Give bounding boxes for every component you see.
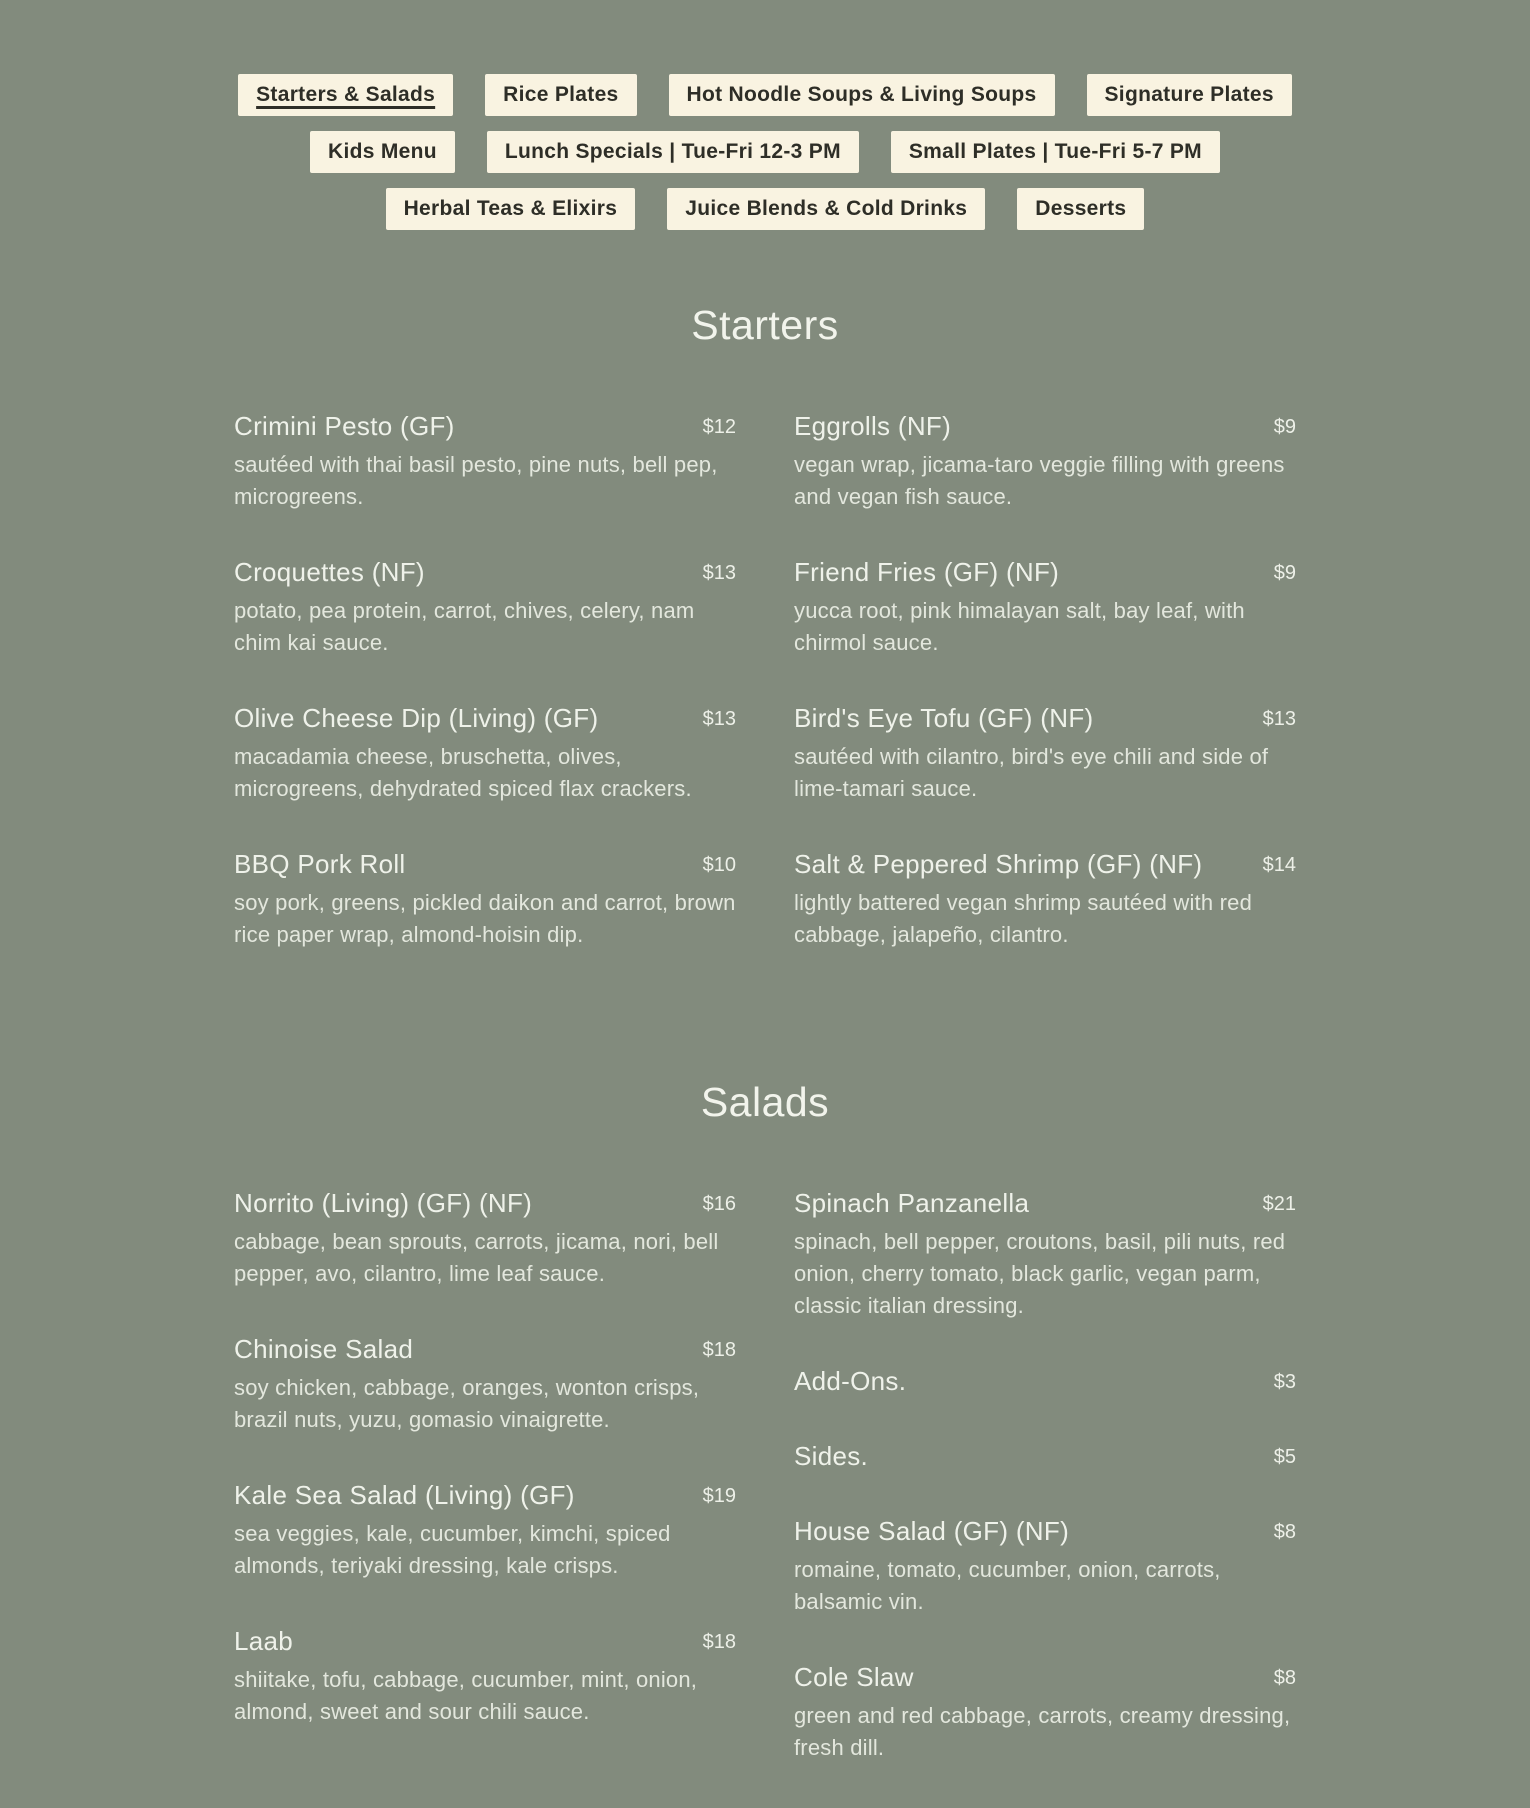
- item-name: BBQ Pork Roll: [234, 849, 406, 879]
- item-price: $8: [1273, 1667, 1296, 1689]
- item-price: $21: [1262, 1193, 1296, 1215]
- item-description: potato, pea protein, carrot, chives, celery, nam chim kai sauce.: [234, 598, 695, 655]
- item-name: Salt & Peppered Shrimp (GF) (NF): [794, 849, 1203, 879]
- item-description: romaine, tomato, cucumber, onion, carrots, balsamic vin.: [794, 1557, 1221, 1614]
- menu-item: [234, 557, 736, 659]
- item-price: $16: [702, 1193, 736, 1215]
- menu-item: [794, 1366, 1296, 1397]
- nav-row-3: [386, 188, 1145, 230]
- item-description: macadamia cheese, bruschetta, olives, microgreens, dehydrated spiced flax crackers.: [234, 744, 692, 801]
- menu-item: [234, 1626, 736, 1728]
- tab-juice-blends[interactable]: Juice Blends & Cold Drinks: [667, 188, 985, 230]
- item-name: Eggrolls (NF): [794, 411, 952, 441]
- menu-item: [794, 1516, 1296, 1618]
- item-name: Olive Cheese Dip (Living) (GF): [234, 703, 599, 733]
- tab-rice-plates[interactable]: Rice Plates: [485, 74, 636, 116]
- salads-left-column: [234, 1188, 736, 1772]
- item-price: $13: [1262, 708, 1296, 730]
- item-name: Sides.: [794, 1441, 869, 1471]
- item-description: yucca root, pink himalayan salt, bay leaf, with chirmol sauce.: [794, 598, 1245, 655]
- menu-item: [794, 849, 1296, 951]
- menu-item: [234, 849, 736, 951]
- item-name: Chinoise Salad: [234, 1334, 414, 1364]
- tab-signature-plates[interactable]: Signature Plates: [1087, 74, 1292, 116]
- item-price: $8: [1273, 1521, 1296, 1543]
- menu-category-nav: [0, 0, 1530, 230]
- nav-row-2: [310, 131, 1220, 173]
- item-name: Bird's Eye Tofu (GF) (NF): [794, 703, 1094, 733]
- item-price: $13: [702, 562, 736, 584]
- item-name: Crimini Pesto (GF): [234, 411, 455, 441]
- item-description: green and red cabbage, carrots, creamy dressing, fresh dill.: [794, 1703, 1291, 1760]
- item-price: $9: [1273, 562, 1296, 584]
- item-price: $10: [702, 854, 736, 876]
- menu-item: [234, 1480, 736, 1582]
- item-name: Kale Sea Salad (Living) (GF): [234, 1480, 575, 1510]
- starters-grid: [234, 411, 1296, 995]
- item-price: $18: [702, 1339, 736, 1361]
- tab-kids-menu[interactable]: Kids Menu: [310, 131, 455, 173]
- menu-item: [794, 1188, 1296, 1322]
- item-description: soy pork, greens, pickled daikon and carrot, brown rice paper wrap, almond-hoisin dip.: [234, 890, 736, 947]
- item-price: $14: [1262, 854, 1296, 876]
- tab-starters-salads[interactable]: Starters & Salads: [238, 74, 453, 116]
- item-description: sautéed with cilantro, bird's eye chili and side of lime-tamari sauce.: [794, 744, 1269, 801]
- nav-row-1: [238, 74, 1292, 116]
- item-description: sea veggies, kale, cucumber, kimchi, spiced almonds, teriyaki dressing, kale crisps.: [234, 1521, 671, 1578]
- menu-item: [234, 1188, 736, 1290]
- item-name: Friend Fries (GF) (NF): [794, 557, 1060, 587]
- item-description: sautéed with thai basil pesto, pine nuts, bell pep, microgreens.: [234, 452, 718, 509]
- menu-item: [794, 1662, 1296, 1764]
- item-name: Add-Ons.: [794, 1366, 907, 1396]
- menu-item: [794, 703, 1296, 805]
- starters-left-column: [234, 411, 736, 995]
- menu-item: [794, 1441, 1296, 1472]
- item-name: Laab: [234, 1626, 294, 1656]
- menu-content: [234, 302, 1296, 1808]
- item-name: Spinach Panzanella: [794, 1188, 1030, 1218]
- tab-small-plates[interactable]: Small Plates | Tue-Fri 5-7 PM: [891, 131, 1220, 173]
- section-salads: [234, 1079, 1296, 1808]
- menu-item: [234, 703, 736, 805]
- tab-hot-noodle-soups[interactable]: Hot Noodle Soups & Living Soups: [669, 74, 1055, 116]
- item-price: $18: [702, 1631, 736, 1653]
- tab-desserts[interactable]: Desserts: [1017, 188, 1144, 230]
- item-name: Norrito (Living) (GF) (NF): [234, 1188, 533, 1218]
- menu-item: [794, 411, 1296, 513]
- item-price: $9: [1273, 416, 1296, 438]
- item-description: lightly battered vegan shrimp sautéed with red cabbage, jalapeño, cilantro.: [794, 890, 1253, 947]
- salads-grid: [234, 1188, 1296, 1808]
- item-description: shiitake, tofu, cabbage, cucumber, mint, onion, almond, sweet and sour chili sauce.: [234, 1667, 698, 1724]
- item-price: $5: [1273, 1446, 1296, 1468]
- tab-lunch-specials[interactable]: Lunch Specials | Tue-Fri 12-3 PM: [487, 131, 859, 173]
- item-name: Cole Slaw: [794, 1662, 914, 1692]
- item-price: $12: [702, 416, 736, 438]
- tab-herbal-teas[interactable]: Herbal Teas & Elixirs: [386, 188, 636, 230]
- item-price: $13: [702, 708, 736, 730]
- section-title-starters: Starters: [691, 302, 839, 348]
- menu-item: [234, 1334, 736, 1436]
- starters-right-column: [794, 411, 1296, 995]
- item-description: soy chicken, cabbage, oranges, wonton crisps, brazil nuts, yuzu, gomasio vinaigrette.: [234, 1375, 700, 1432]
- item-description: vegan wrap, jicama-taro veggie filling with greens and vegan fish sauce.: [794, 452, 1285, 509]
- menu-item: [234, 411, 736, 513]
- item-description: spinach, bell pepper, croutons, basil, pili nuts, red onion, cherry tomato, black garlic, vegan parm, classic italian dressing.: [794, 1229, 1286, 1318]
- item-description: cabbage, bean sprouts, carrots, jicama, nori, bell pepper, avo, cilantro, lime leaf sauce.: [234, 1229, 719, 1286]
- item-name: Croquettes (NF): [234, 557, 425, 587]
- salads-right-column: [794, 1188, 1296, 1808]
- section-starters: [234, 302, 1296, 995]
- item-price: $3: [1273, 1371, 1296, 1393]
- item-name: House Salad (GF) (NF): [794, 1516, 1070, 1546]
- section-title-salads: Salads: [700, 1079, 830, 1125]
- menu-item: [794, 557, 1296, 659]
- item-price: $19: [702, 1485, 736, 1507]
